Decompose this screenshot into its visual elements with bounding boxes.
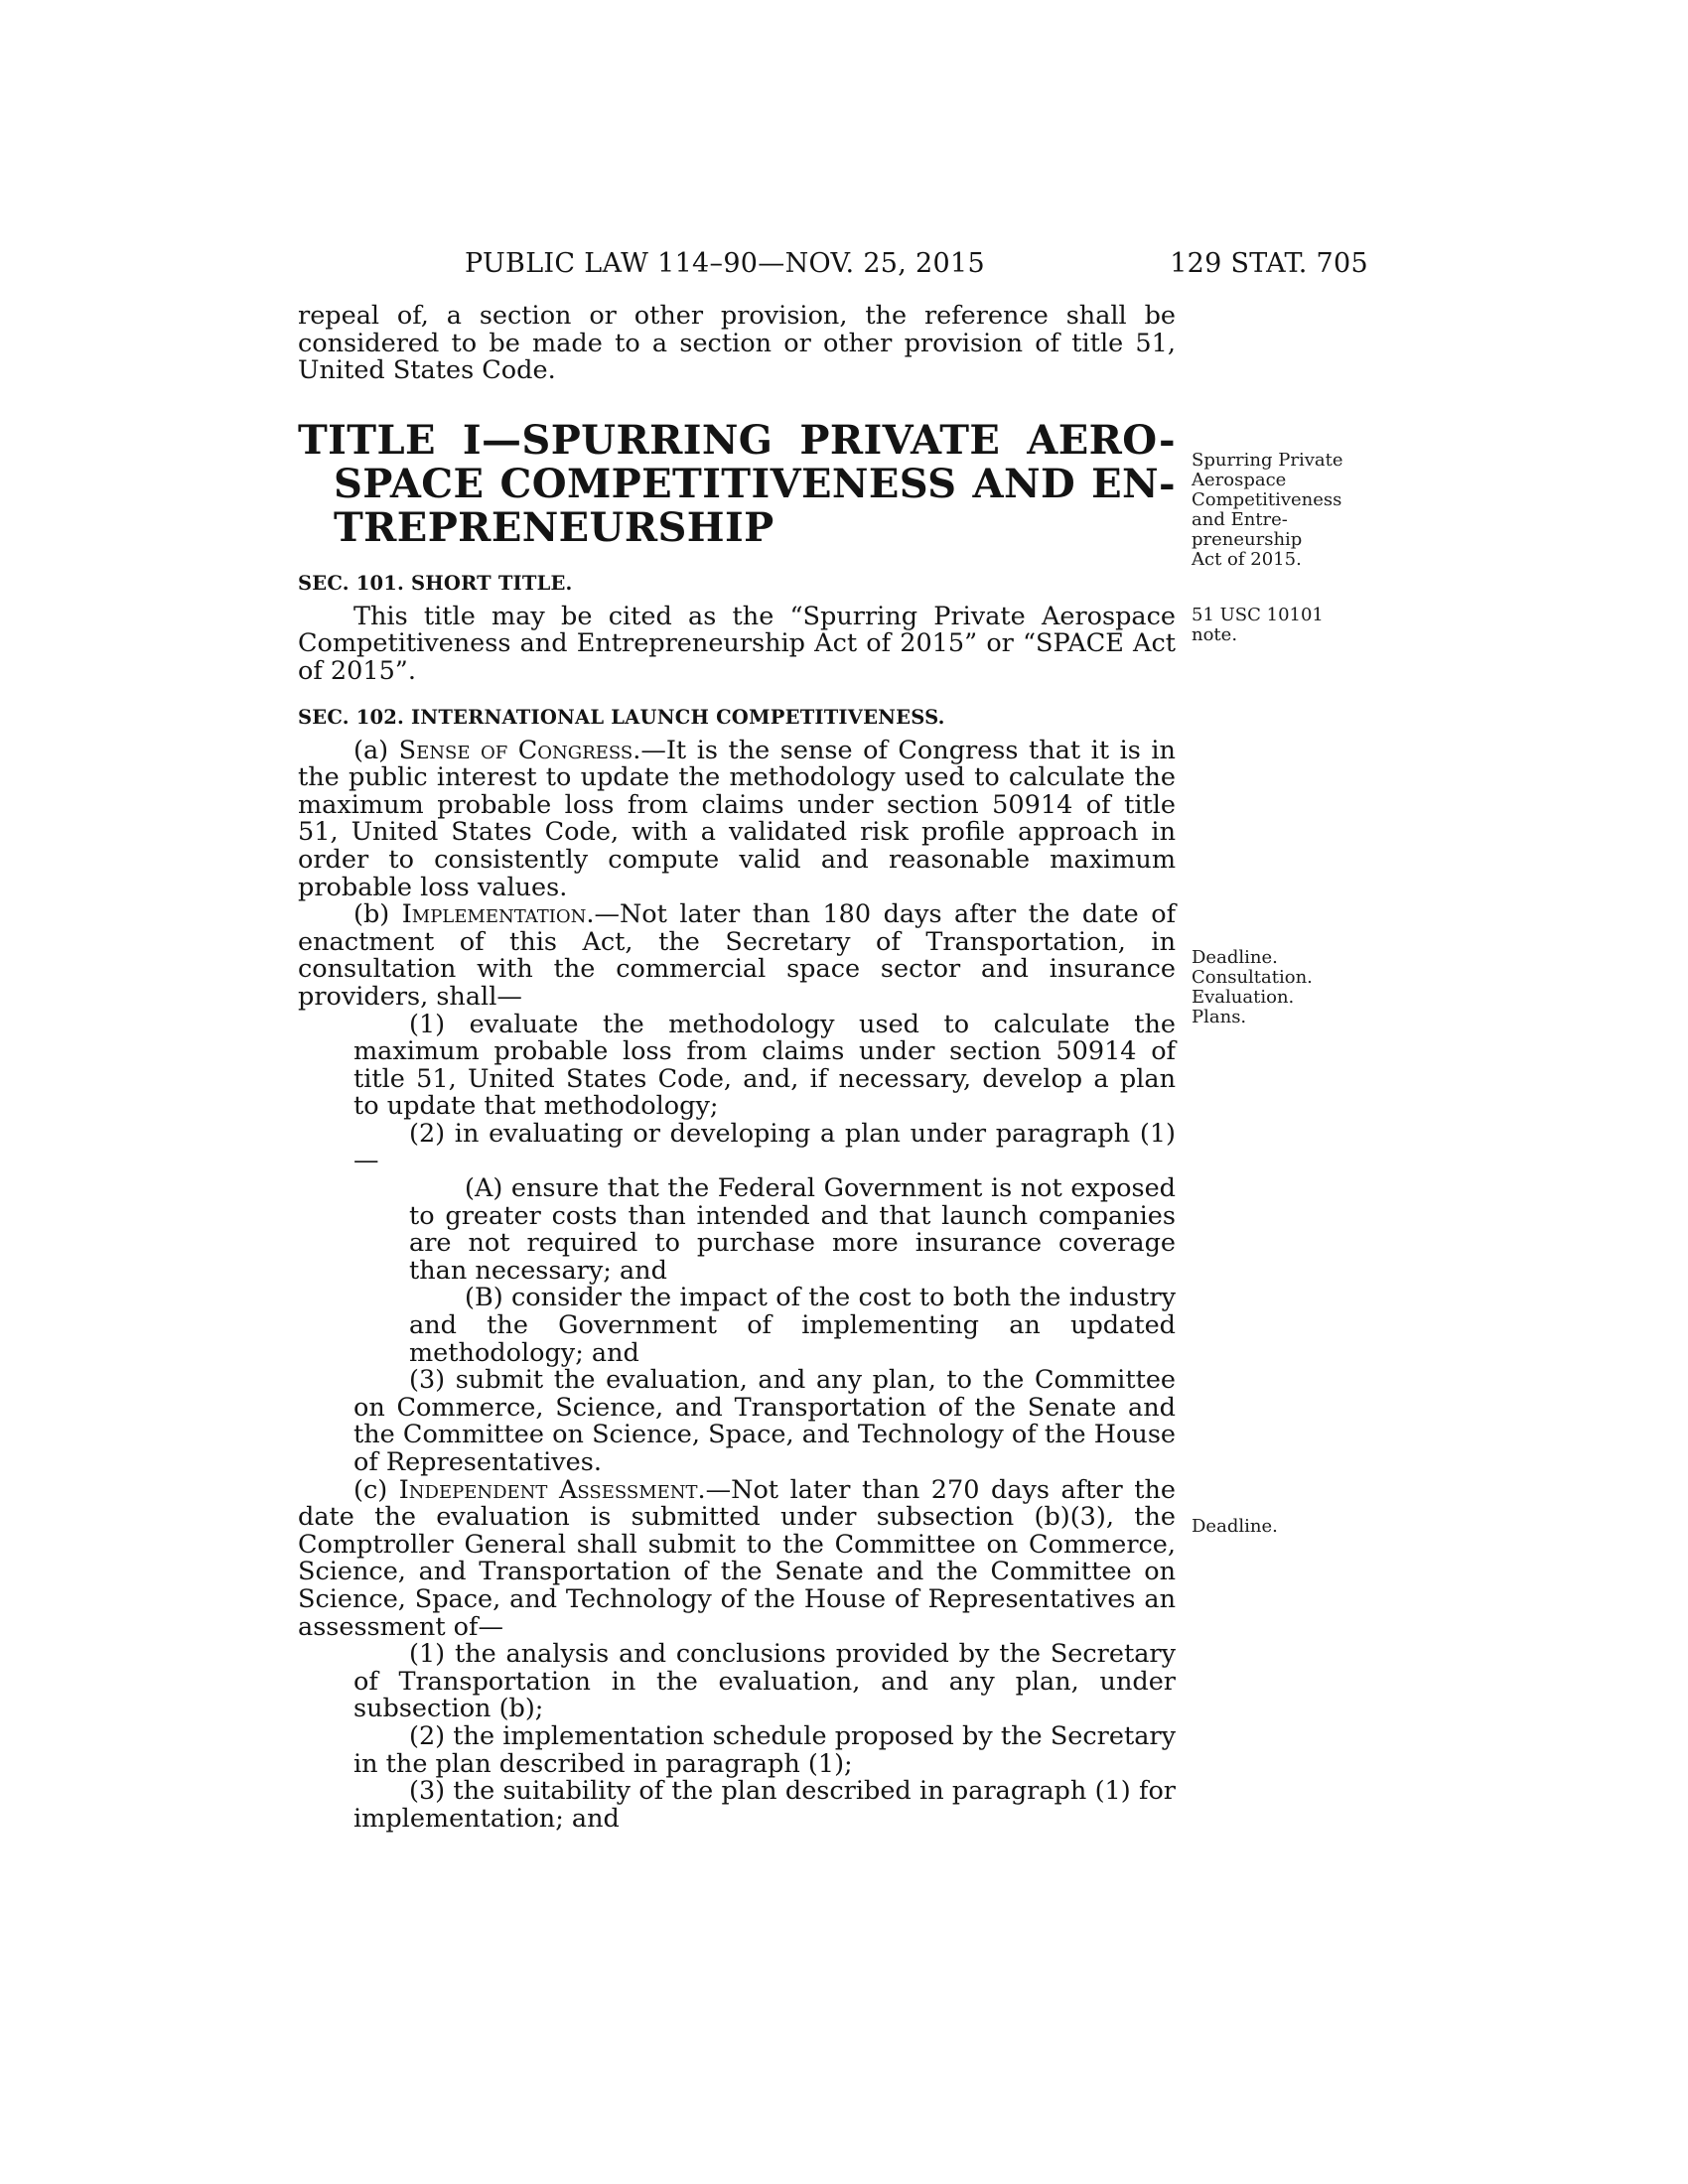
title-line-3: TREPRENEURSHIP [334,503,774,551]
subsection-c-paragraph-2: (2) the implementation schedule proposed by the Secretary in the plan described in paragraph (1); [353,1720,1176,1779]
running-head [298,248,1368,288]
section-102-heading: SEC. 102. INTERNATIONAL LAUNCH COMPETITIVENESS. [298,705,945,729]
margin-note-line: and Entre- [1192,509,1288,530]
margin-note-short-title [1192,451,1410,570]
subsection-b-paragraph-3: (3) submit the evaluation, and any plan, to the Committee on Commerce, Science, and Transportation of the Senate and the Committee on Science, Space, and Technology of the House of Representatives. [353,1365,1176,1477]
section-101-text: This title may be cited as the “Spurring Private Aerospace Competitiveness and Entrepreneurship Act of 2015” or “SPACE Act of 2015”. [298,601,1176,686]
subsection-b-caption: Implementation [401,899,587,930]
margin-note-line: Consultation. [1192,967,1313,988]
document-body [298,303,1176,1833]
intro-paragraph: repeal of, a section or other provision, the reference shall be considered to be made to a section or other provision of title 51, United States Code. [298,301,1176,386]
section-101-heading: SEC. 101. SHORT TITLE. [298,571,573,595]
title-line-1: TITLE I—SPURRING PRIVATE AERO- [298,416,1176,464]
title-heading [298,416,1176,551]
margin-note-line: 51 USC 10101 [1192,605,1324,625]
subsection-a-caption: Sense of Congress [398,735,633,765]
subsection-c-label: (c) [353,1474,399,1505]
margin-note-implementation [1192,948,1410,1027]
subsection-a [298,735,1176,902]
margin-note-line: Act of 2015. [1192,549,1302,570]
margin-note-line: Competitiveness [1192,489,1342,510]
subsection-b-paragraph-2: (2) in evaluating or developing a plan under paragraph (1)— [353,1118,1176,1176]
subsection-b-subparagraph-b: (B) consider the impact of the cost to both the industry and the Government of implementing an updated methodology; and [409,1283,1176,1368]
subsection-b-text: .—Not later than 180 days after the date of enactment of this Act, the Secretary of Transportation, in consultation with the commercial space sector and insurance providers, shall— [298,899,1177,1012]
statute-page-number: 129 STAT. 705 [1170,248,1368,279]
margin-note-line: Deadline. [1192,947,1278,968]
margin-note-line: preneurship [1192,529,1303,550]
subsection-b [298,901,1176,1011]
subsection-a-text: .—It is the sense of Congress that it is in the public interest to update the methodology used to calculate the maximum probable loss from claims under section 50914 of title 51, United States Code, with a validated risk profile approach in order to consistently compute valid and reasonable maximum probable loss values. [298,735,1176,902]
subsection-c-paragraph-1: (1) the analysis and conclusions provided by the Secretary of Transportation in the evaluation, and any plan, under subsection (b); [353,1639,1176,1724]
subsection-b-label: (b) [353,899,402,930]
subsection-c-text: .—Not later than 270 days after the date the evaluation is submitted under subsection (b)(3), the Comptroller General shall submit to the Committee on Commerce, Science, and Transportation of the Senate and the Committee on Science, Space, and Technology of the House of Representatives an assessment of— [298,1474,1176,1642]
margin-note-assessment [1192,1517,1410,1537]
margin-note-line: note. [1192,624,1238,645]
margin-note-line: Spurring Private [1192,450,1343,471]
margin-note-line: Aerospace [1192,470,1287,490]
margin-note-line: Deadline. [1192,1516,1278,1537]
subsection-b-paragraph-1: (1) evaluate the methodology used to calculate the maximum probable loss from claims under section 50914 of title 51, United States Code, and, if necessary, develop a plan to update that methodology; [353,1009,1176,1122]
public-law-citation: PUBLIC LAW 114–90—NOV. 25, 2015 [465,248,985,279]
margin-note-line: Evaluation. [1192,987,1295,1008]
subsection-c [298,1474,1176,1642]
subsection-c-paragraph-3: (3) the suitability of the plan described in paragraph (1) for implementation; and [353,1776,1176,1834]
margin-note-line: Plans. [1192,1007,1247,1027]
margin-note-usc [1192,606,1410,645]
subsection-b-subparagraph-a: (A) ensure that the Federal Government is not exposed to greater costs than intended and that launch companies are not required to purchase more insurance coverage than necessary; and [409,1173,1176,1286]
subsection-c-caption: Independent Assessment [398,1474,698,1505]
title-line-2: SPACE COMPETITIVENESS AND EN- [334,460,1176,507]
subsection-a-label: (a) [353,735,399,765]
